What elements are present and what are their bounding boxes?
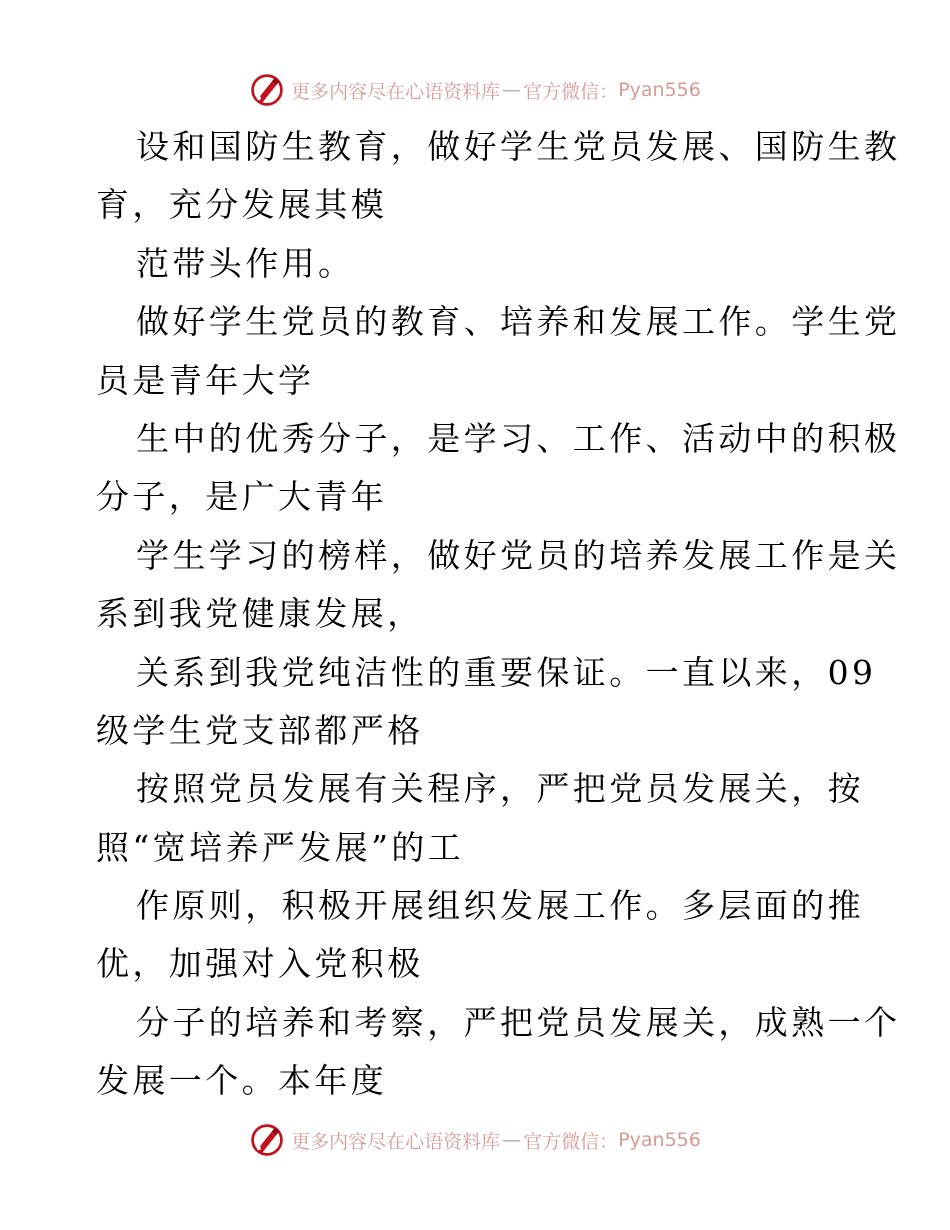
- document-body: [96, 118, 901, 1111]
- text-line: 作原则，积极开展组织发展工作。多层面的推: [136, 886, 864, 926]
- pen-seal-logo-icon: [249, 1122, 285, 1158]
- text-line: 级学生党支部都严格: [96, 710, 424, 750]
- watermark-separator: —: [502, 1129, 522, 1151]
- watermark-wechat-id: Pyan556: [618, 1129, 701, 1151]
- pen-seal-logo-icon: [249, 72, 285, 108]
- text-line: 优，加强对入党积极: [96, 944, 424, 984]
- text-line: 发展一个。本年度: [96, 1061, 388, 1101]
- text-line: 学生学习的榜样，做好党员的培养发展工作是关: [136, 535, 901, 575]
- text-line: 系到我党健康发展，: [96, 594, 424, 634]
- watermark-banner-bottom: [0, 1120, 950, 1160]
- text-line: 做好学生党员的教育、培养和发展工作。学生党: [136, 302, 901, 342]
- watermark-text: 更多内容尽在心语资料库: [291, 80, 501, 103]
- text-line: 设和国防生教育，做好学生党员发展、国防生教: [136, 127, 901, 166]
- text-line: 分子的培养和考察，严把党员发展关，成熟一个: [136, 1002, 901, 1042]
- text-line: 员是青年大学: [96, 360, 315, 400]
- text-line: 分子，是广大青年: [96, 477, 388, 517]
- watermark-wechat-label: 官方微信：: [523, 1130, 619, 1153]
- text-line: 照“宽培养严发展”的工: [96, 827, 465, 867]
- text-line: 按照党员发展有关程序，严把党员发展关，按: [136, 769, 864, 809]
- watermark-text: 更多内容尽在心语资料库: [291, 1130, 501, 1153]
- watermark-wechat-label: 官方微信：: [523, 80, 619, 103]
- watermark-wechat-id: Pyan556: [618, 79, 701, 101]
- watermark-banner-top: [0, 70, 950, 110]
- text-line: 生中的优秀分子，是学习、工作、活动中的积极: [136, 418, 901, 458]
- watermark-separator: —: [502, 79, 522, 101]
- text-line: 关系到我党纯洁性的重要保证。一直以来，09: [136, 652, 877, 692]
- text-line: 育，充分发展其模: [96, 185, 388, 225]
- text-line: 范带头作用。: [136, 243, 355, 283]
